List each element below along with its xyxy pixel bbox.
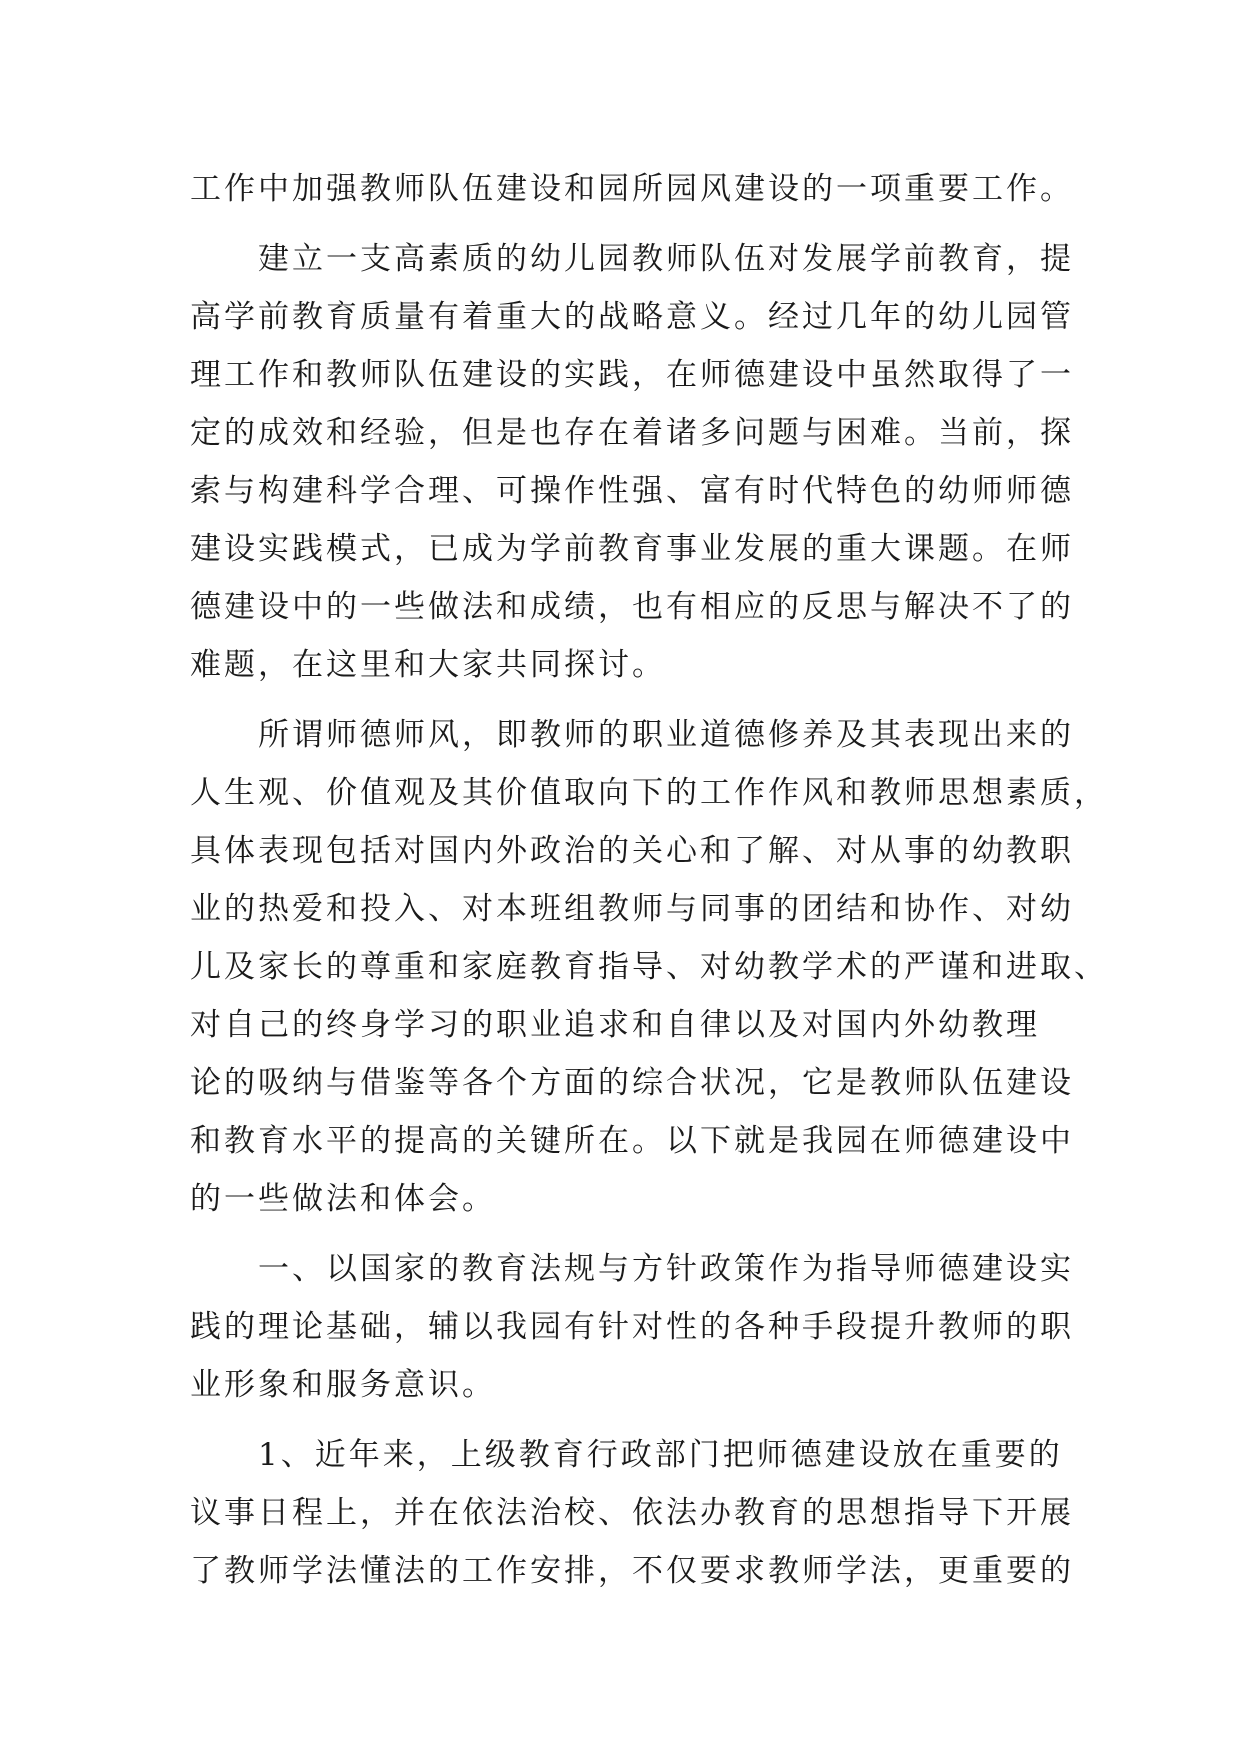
text-line: 所谓师德师风，即教师的职业道德修养及其表现出来的 bbox=[258, 717, 1074, 753]
text-line: 高学前教育质量有着重大的战略意义。经过几年的幼儿园管 bbox=[190, 299, 1074, 335]
text-line: 定的成效和经验，但是也存在着诸多问题与困难。当前，探 bbox=[190, 415, 1074, 451]
section-heading-line: 一、以国家的教育法规与方针政策作为指导师德建设实 bbox=[258, 1251, 1074, 1287]
text-line: 具体表现包括对国内外政治的关心和了解、对从事的幼教职 bbox=[190, 833, 1074, 869]
text-line: 业的热爱和投入、对本班组教师与同事的团结和协作、对幼 bbox=[190, 891, 1074, 927]
text-line: 和教育水平的提高的关键所在。以下就是我园在师德建设中 bbox=[190, 1123, 1074, 1159]
text-line: 1、近年来，上级教育行政部门把师德建设放在重要的 bbox=[258, 1437, 1063, 1473]
text-line: 难题，在这里和大家共同探讨。 bbox=[190, 647, 666, 683]
text-line: 对自己的终身学习的职业追求和自律以及对国内外幼教理 bbox=[190, 1007, 1040, 1043]
text-line: 建立一支高素质的幼儿园教师队伍对发展学前教育，提 bbox=[258, 241, 1074, 277]
text-line: 人生观、价值观及其价值取向下的工作作风和教师思想素质， bbox=[190, 775, 1108, 811]
text-line: 理工作和教师队伍建设的实践，在师德建设中虽然取得了一 bbox=[190, 357, 1074, 393]
text-line: 议事日程上，并在依法治校、依法办教育的思想指导下开展 bbox=[190, 1495, 1074, 1531]
text-line: 论的吸纳与借鉴等各个方面的综合状况，它是教师队伍建设 bbox=[190, 1065, 1074, 1101]
text-line: 索与构建科学合理、可操作性强、富有时代特色的幼师师德 bbox=[190, 473, 1074, 509]
text-line: 建设实践模式，已成为学前教育事业发展的重大课题。在师 bbox=[190, 531, 1074, 567]
text-line: 了教师学法懂法的工作安排，不仅要求教师学法，更重要的 bbox=[190, 1553, 1074, 1589]
section-heading-line: 业形象和服务意识。 bbox=[190, 1367, 496, 1403]
text-line: 儿及家长的尊重和家庭教育指导、对幼教学术的严谨和进取、 bbox=[190, 949, 1108, 985]
text-line: 工作中加强教师队伍建设和园所园风建设的一项重要工作。 bbox=[190, 171, 1074, 207]
text-line: 德建设中的一些做法和成绩，也有相应的反思与解决不了的 bbox=[190, 589, 1074, 625]
document-body bbox=[190, 160, 1108, 1600]
section-heading-line: 践的理论基础，辅以我园有针对性的各种手段提升教师的职 bbox=[190, 1309, 1074, 1345]
text-line: 的一些做法和体会。 bbox=[190, 1181, 496, 1217]
